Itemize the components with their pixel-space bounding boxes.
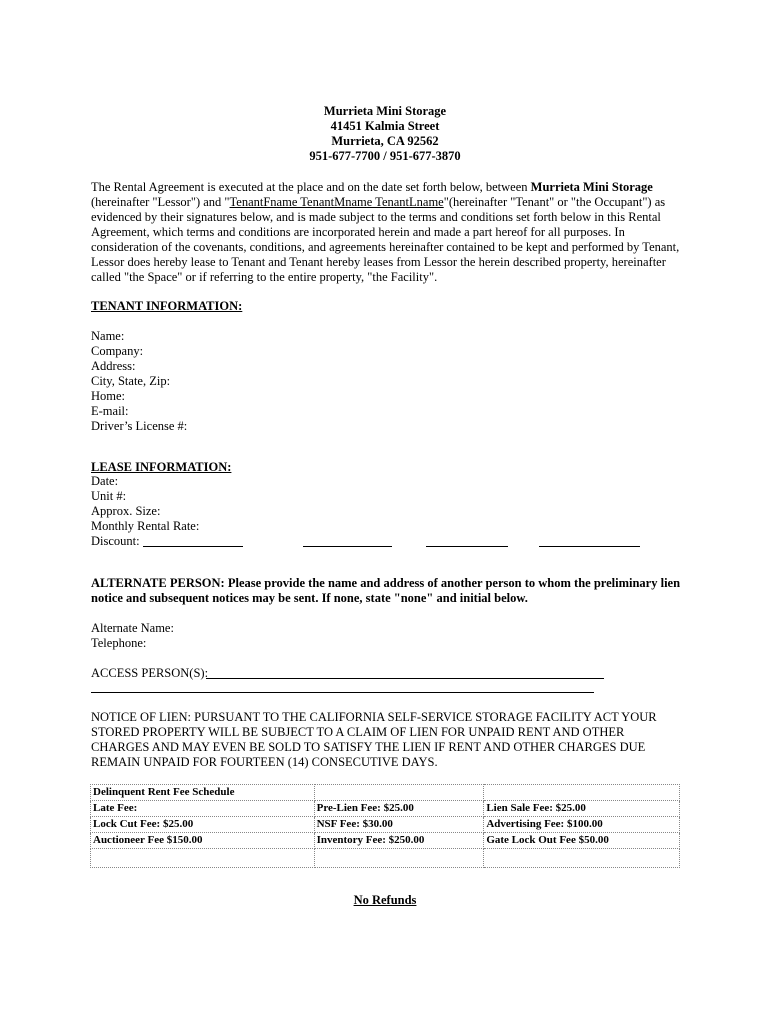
access-person-label: ACCESS PERSON(S): bbox=[91, 666, 209, 680]
company-city: Murrieta, CA 92562 bbox=[331, 134, 439, 148]
tenant-info-heading: TENANT INFORMATION: bbox=[91, 299, 243, 313]
alternate-phone-label: Telephone: bbox=[91, 636, 147, 650]
discount-blank-4[interactable] bbox=[539, 546, 640, 547]
tenant-address-label: Address: bbox=[91, 359, 136, 373]
lease-unit-label: Unit #: bbox=[91, 489, 127, 503]
lock-cut-fee-cell: Lock Cut Fee: $25.00 bbox=[91, 817, 315, 833]
tenant-info-fields bbox=[91, 329, 187, 434]
discount-blank-2[interactable] bbox=[303, 546, 392, 547]
company-phone: 951-677-7700 / 951-677-3870 bbox=[309, 149, 461, 163]
tenant-name-label: Name: bbox=[91, 329, 125, 343]
lease-discount-label: Discount: bbox=[91, 534, 140, 548]
late-fee-cell: Late Fee: bbox=[91, 801, 315, 817]
lien-notice: NOTICE OF LIEN: PURSUANT TO THE CALIFORNIA SELF-SERVICE STORAGE FACILITY ACT YOUR STORED PROPERTY WILL BE SUBJECT TO A CLAIM OF LIEN FOR UNPAID RENT AND OTHER CHARGES AND MAY EVEN BE SOLD TO SATISFY THE LIEN IF RENT AND OTHER CHARGES DUE REMAIN UNPAID FOR FOURTEEN (14) CONSECUTIVE DAYS. bbox=[91, 710, 657, 769]
table-row bbox=[91, 833, 680, 849]
company-name: Murrieta Mini Storage bbox=[323, 104, 447, 118]
lease-date-label: Date: bbox=[91, 474, 119, 488]
tenant-home-label: Home: bbox=[91, 389, 126, 403]
tenant-email-label: E-mail: bbox=[91, 404, 129, 418]
table-row bbox=[91, 817, 680, 833]
lease-rate-label: Monthly Rental Rate: bbox=[91, 519, 200, 533]
access-person-line-1[interactable] bbox=[206, 678, 604, 679]
nsf-fee-cell: NSF Fee: $30.00 bbox=[314, 817, 484, 833]
tenant-company-label: Company: bbox=[91, 344, 144, 358]
lease-info-heading: LEASE INFORMATION: bbox=[91, 460, 232, 474]
tenant-name-field: TenantFname TenantMname TenantLname bbox=[229, 195, 444, 209]
no-refunds-notice: No Refunds bbox=[353, 893, 417, 907]
auctioneer-fee-cell: Auctioneer Fee $150.00 bbox=[91, 833, 315, 849]
tenant-city-label: City, State, Zip: bbox=[91, 374, 171, 388]
lien-sale-fee-cell: Lien Sale Fee: $25.00 bbox=[484, 801, 680, 817]
lease-info-fields bbox=[91, 474, 199, 549]
advertising-fee-cell: Advertising Fee: $100.00 bbox=[484, 817, 680, 833]
gate-lockout-fee-cell: Gate Lock Out Fee $50.00 bbox=[484, 833, 680, 849]
table-row bbox=[91, 785, 680, 801]
pre-lien-fee-cell: Pre-Lien Fee: $25.00 bbox=[314, 801, 484, 817]
alternate-person-notice: ALTERNATE PERSON: Please provide the name and address of another person to whom the preliminary lien notice and subsequent notices may be sent. If none, state "none" and initial below. bbox=[91, 576, 681, 605]
alternate-name-label: Alternate Name: bbox=[91, 621, 174, 635]
tenant-license-label: Driver’s License #: bbox=[91, 419, 188, 433]
table-row bbox=[91, 849, 680, 868]
delinquent-fee-table bbox=[90, 784, 680, 868]
fee-table-title: Delinquent Rent Fee Schedule bbox=[91, 785, 315, 801]
company-header bbox=[0, 104, 770, 164]
lease-size-label: Approx. Size: bbox=[91, 504, 161, 518]
company-street: 41451 Kalmia Street bbox=[330, 119, 440, 133]
access-person-line-2[interactable] bbox=[91, 692, 594, 693]
inventory-fee-cell: Inventory Fee: $250.00 bbox=[314, 833, 484, 849]
discount-blank-3[interactable] bbox=[426, 546, 508, 547]
discount-blank-1[interactable] bbox=[143, 546, 243, 547]
alternate-person-fields bbox=[91, 621, 174, 651]
table-row bbox=[91, 801, 680, 817]
intro-paragraph: The Rental Agreement is executed at the place and on the date set forth below, between Murrieta Mini Storage (hereinafter "Lessor") and "TenantFname TenantMname TenantLname"(hereinafter "Tenant" or "the Occupant") as evidenced by their signatures below, and is made subject to the terms and conditions set forth below in this Rental Agreement, which terms and conditions are incorporated herein and made a part hereof for all purposes. In consideration of the covenants, conditions, and agreements hereinafter contained to be kept and performed by Tenant, Lessor does hereby lease to Tenant and Tenant hereby leases from Lessor the herein described property, hereinafter called "the Space" or if referring to the entire property, "the Facility". bbox=[91, 180, 680, 284]
lessor-name: Murrieta Mini Storage bbox=[530, 180, 653, 194]
